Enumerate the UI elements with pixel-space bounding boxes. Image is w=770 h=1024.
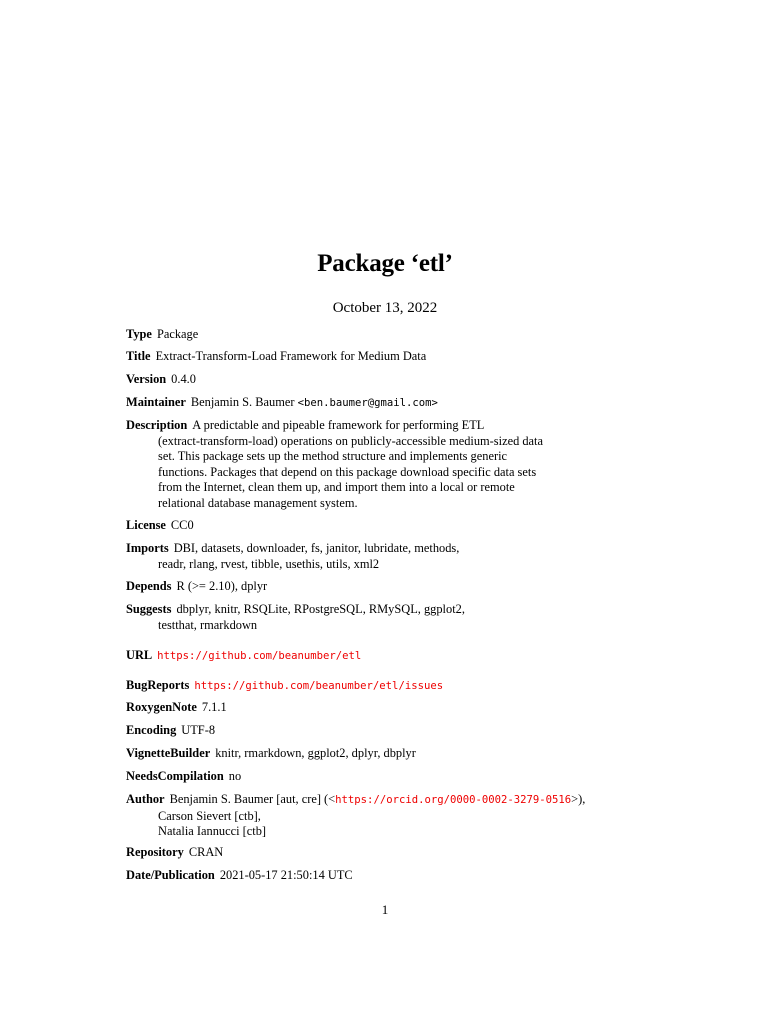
suggests-line: dbplyr, knitr, RSQLite, RPostgreSQL, RMySQL, ggplot2, — [176, 602, 465, 616]
author-line: Natalia Iannucci [ctb] — [158, 824, 267, 838]
field-datepublication — [126, 868, 353, 884]
field-key: Title — [126, 349, 151, 363]
field-key: Repository — [126, 845, 184, 859]
field-license — [126, 518, 194, 534]
field-title — [126, 349, 426, 365]
field-value: 2021-05-17 21:50:14 UTC — [219, 868, 353, 882]
field-key: Author — [126, 792, 165, 806]
description-line: from the Internet, clean them up, and import them into a local or remote — [158, 480, 515, 494]
imports-line: readr, rlang, rvest, tibble, usethis, utils, xml2 — [158, 556, 380, 571]
field-key: Date/Publication — [126, 868, 215, 882]
field-value: no — [228, 769, 242, 783]
field-key: BugReports — [126, 678, 190, 692]
field-value: UTF-8 — [181, 723, 216, 737]
description-line: A predictable and pipeable framework for performing ETL — [192, 418, 485, 432]
field-value: Package — [156, 327, 199, 341]
field-depends — [126, 579, 267, 595]
field-needscompilation — [126, 769, 241, 785]
author-line: Carson Sievert [ctb], — [158, 808, 261, 823]
field-type — [126, 327, 198, 343]
description-line: relational database management system. — [158, 495, 358, 510]
field-value: R (>= 2.10), dplyr — [176, 579, 268, 593]
field-description — [126, 418, 543, 511]
suggests-line: testthat, rmarkdown — [158, 617, 258, 632]
field-key: Imports — [126, 541, 169, 555]
imports-line: DBI, datasets, downloader, fs, janitor, lubridate, methods, — [173, 541, 460, 555]
maintainer-email: <ben.baumer@gmail.com> — [297, 397, 438, 409]
url-link[interactable]: https://github.com/beanumber/etl — [157, 650, 362, 662]
field-key: Encoding — [126, 723, 177, 737]
field-value: 0.4.0 — [171, 372, 196, 386]
field-value: Extract-Transform-Load Framework for Medium Data — [155, 349, 427, 363]
field-vignettebuilder — [126, 746, 416, 762]
page-number: 1 — [381, 902, 389, 917]
package-title: Package ‘etl’ — [317, 250, 453, 277]
orcid-link[interactable]: https://orcid.org/0000-0002-3279-0516 — [335, 794, 572, 806]
field-url — [126, 648, 361, 665]
field-key: License — [126, 518, 166, 532]
field-value: Benjamin S. Baumer — [190, 395, 295, 409]
field-value: CC0 — [170, 518, 194, 532]
field-author — [126, 792, 585, 840]
field-key: Description — [126, 418, 188, 432]
author-line-post: >), — [571, 792, 586, 806]
description-line: set. This package sets up the method structure and implements generic — [158, 449, 508, 463]
field-suggests — [126, 602, 465, 633]
field-key: Maintainer — [126, 395, 186, 409]
field-value: 7.1.1 — [201, 700, 227, 714]
author-line-pre: Benjamin S. Baumer [aut, cre] (< — [169, 792, 336, 806]
field-key: Type — [126, 327, 152, 341]
field-key: Suggests — [126, 602, 172, 616]
description-line: functions. Packages that depend on this package download specific data sets — [158, 464, 537, 479]
field-imports — [126, 541, 459, 572]
field-repository — [126, 845, 223, 861]
field-value: CRAN — [188, 845, 224, 859]
field-version — [126, 372, 196, 388]
field-roxygennote — [126, 700, 227, 716]
bugreports-link[interactable]: https://github.com/beanumber/etl/issues — [194, 680, 444, 692]
field-bugreports — [126, 678, 443, 695]
field-key: NeedsCompilation — [126, 769, 224, 783]
field-key: RoxygenNote — [126, 700, 197, 714]
field-key: Version — [126, 372, 167, 386]
field-key: Depends — [126, 579, 172, 593]
field-key: VignetteBuilder — [126, 746, 211, 760]
package-date: October 13, 2022 — [332, 300, 438, 316]
description-line: (extract-transform-load) operations on publicly-accessible medium-sized data — [158, 433, 543, 448]
field-encoding — [126, 723, 215, 739]
field-value: knitr, rmarkdown, ggplot2, dplyr, dbplyr — [215, 746, 416, 760]
field-maintainer — [126, 395, 438, 412]
field-key: URL — [126, 648, 153, 662]
